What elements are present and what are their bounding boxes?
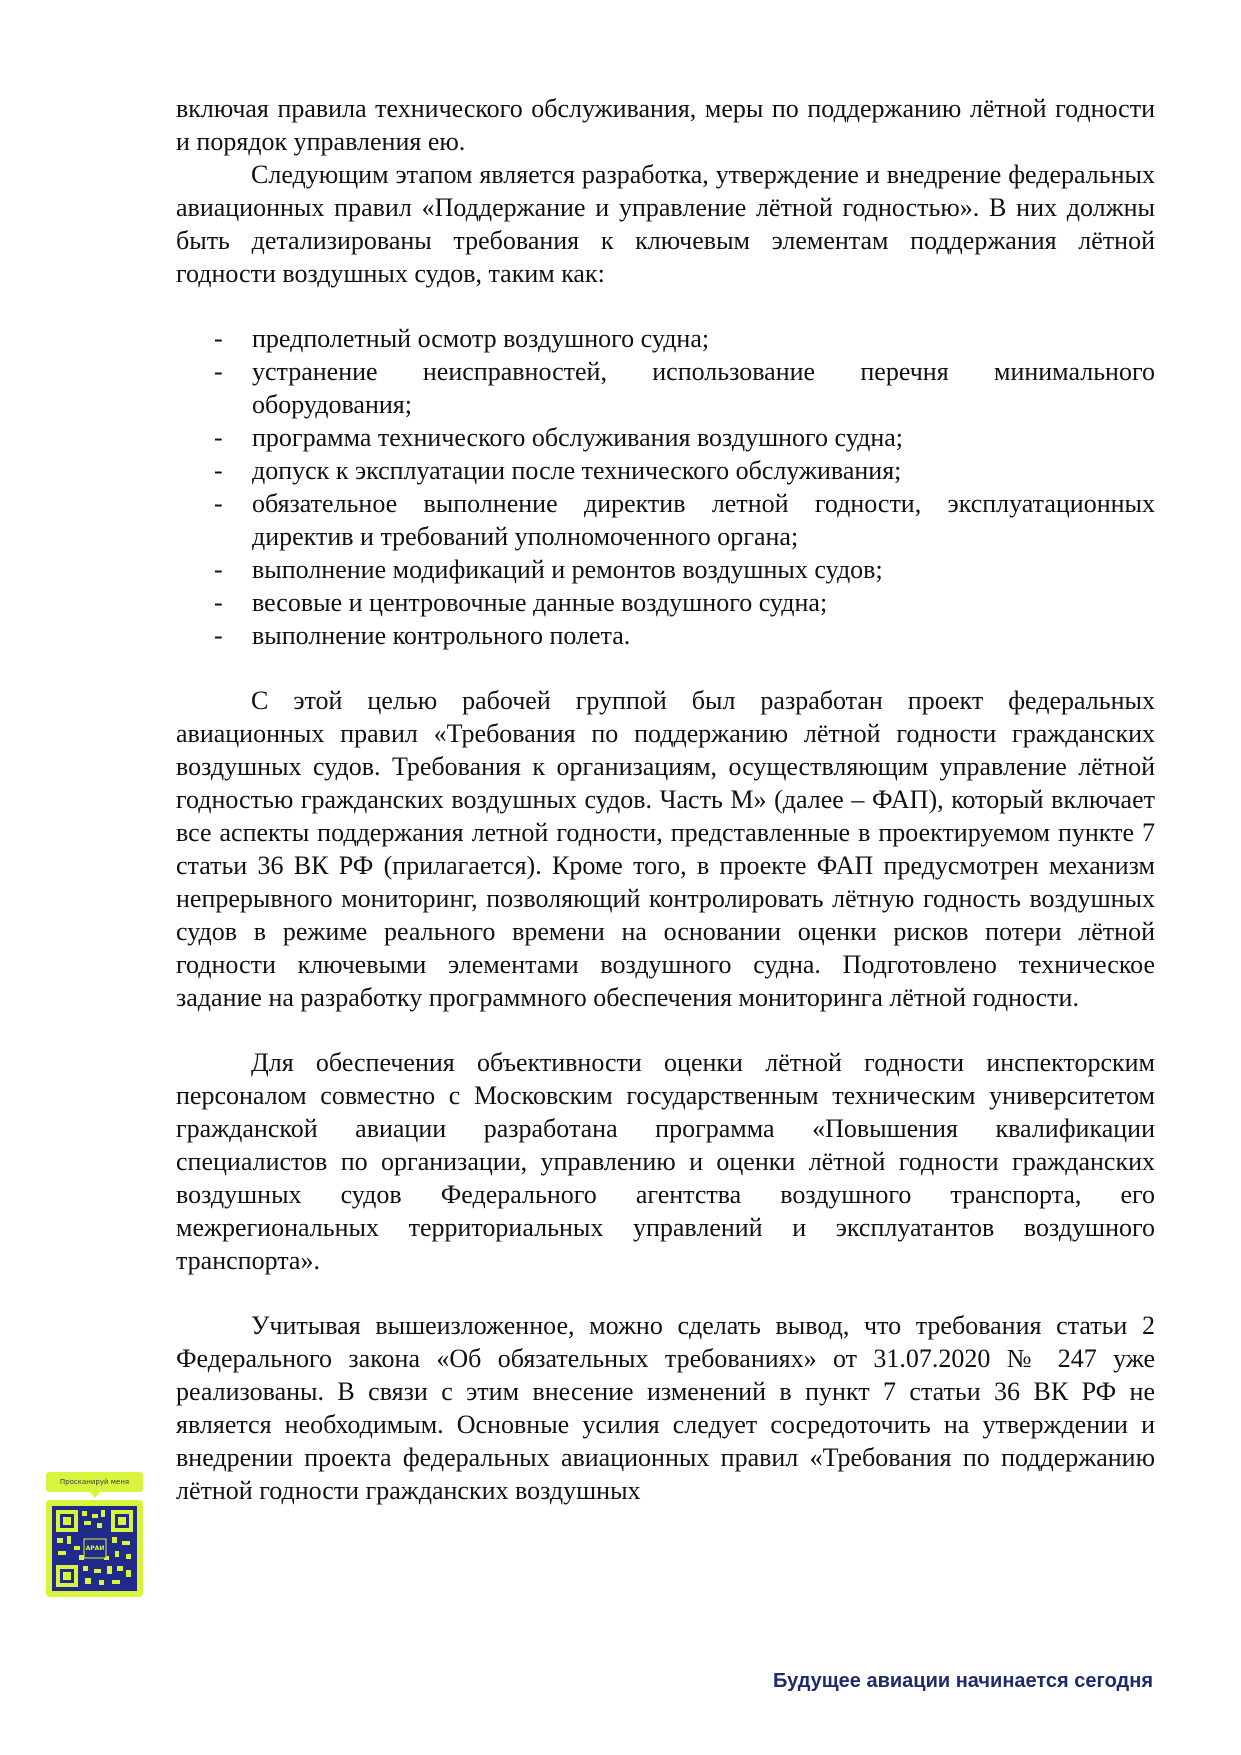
list-item <box>176 586 1155 619</box>
list-dash: - <box>214 588 223 617</box>
list-item <box>176 454 1155 487</box>
list-item <box>176 355 1155 421</box>
list-item <box>176 619 1155 652</box>
list-dash: - <box>214 423 223 452</box>
list-dash: - <box>214 555 223 584</box>
qr-banner: Просканируй меня <box>46 1472 143 1492</box>
spacer <box>176 1277 1155 1309</box>
list-item-text: весовые и центровочные данные воздушного судна; <box>252 588 828 617</box>
paragraph-conclusion: Учитывая вышеизложенное, можно сделать вывод, что требования статьи 2 Федерального закона «Об обязательных требованиях» от 31.07.2020 № 247 уже реализованы. В связи с этим внесение изменений в пункт 7 статьи 36 ВК РФ не является необходимым. Основные усилия следует сосредоточить на утверждении и внедрении проекта федеральных авиационных правил «Требования по поддержанию лётной годности гражданских воздушных <box>176 1311 1155 1505</box>
list-dash: - <box>214 456 223 485</box>
list-dash: - <box>214 621 223 650</box>
list-dash: - <box>214 489 223 518</box>
spacer <box>176 652 1155 684</box>
qr-center-label: АРАИ <box>85 1545 105 1552</box>
document-body <box>176 92 1155 1507</box>
list-item-text: программа технического обслуживания воздушного судна; <box>252 423 903 452</box>
list-item-text: выполнение контрольного полета. <box>252 621 631 650</box>
spacer <box>176 1014 1155 1046</box>
qr-badge[interactable] <box>46 1472 143 1597</box>
footer-slogan: Будущее авиации начинается сегодня <box>772 1670 1153 1692</box>
list-item-text: выполнение модификаций и ремонтов воздушных судов; <box>252 555 883 584</box>
spacer <box>176 290 1155 322</box>
list-dash: - <box>214 357 223 386</box>
list-dash: - <box>214 324 223 353</box>
paragraph-next-stage: Следующим этапом является разработка, утверждение и внедрение федеральных авиационных правил «Поддержание и управление лётной годностью». В них должны быть детализированы требования к ключевым элементам поддержания лётной годности воздушных судов, таким как: <box>176 160 1155 288</box>
paragraph-training-program: Для обеспечения объективности оценки лётной годности инспекторским персоналом совместно с Московским государственным техническим университетом гражданской авиации разработана программа «Повышения квалификации специалистов по организации, управлению и оценки лётной годности гражданских воздушных судов Федерального агентства воздушного транспорта, его межрегиональных территориальных управлений и эксплуатантов воздушного транспорта». <box>176 1048 1155 1275</box>
list-item <box>176 553 1155 586</box>
paragraph-intro-continuation: включая правила технического обслуживания, меры по поддержанию лётной годности и порядок управления ею. <box>176 94 1155 156</box>
paragraph-fap-project: С этой целью рабочей группой был разработан проект федеральных авиационных правил «Требования по поддержанию лётной годности гражданских воздушных судов. Требования к организациям, осуществляющим управление лётной годностью гражданских воздушных судов. Часть М» (далее – ФАП), который включает все аспекты поддержания летной годности, представленные в проектируемом пункте 7 статьи 36 ВК РФ (прилагается). Кроме того, в проекте ФАП предусмотрен механизм непрерывного мониторинг, позволяющий контролировать лётную годность воздушных судов в режиме реального времени на основании оценки рисков потери лётной годности ключевыми элементами воздушного судна. Подготовлено техническое задание на разработку программного обеспечения мониторинга лётной годности. <box>176 686 1155 1012</box>
qr-code[interactable] <box>46 1500 143 1597</box>
list-item <box>176 487 1155 553</box>
list-item-text: обязательное выполнение директив летной годности, эксплуатационных директив и требований уполномоченного органа; <box>252 489 1155 551</box>
list-item-text: устранение неисправностей, использование перечня минимального оборудования; <box>252 357 1155 419</box>
requirements-list <box>176 322 1155 652</box>
list-item-text: предполетный осмотр воздушного судна; <box>252 324 710 353</box>
list-item-text: допуск к эксплуатации после технического обслуживания; <box>252 456 902 485</box>
list-item <box>176 421 1155 454</box>
list-item <box>176 322 1155 355</box>
